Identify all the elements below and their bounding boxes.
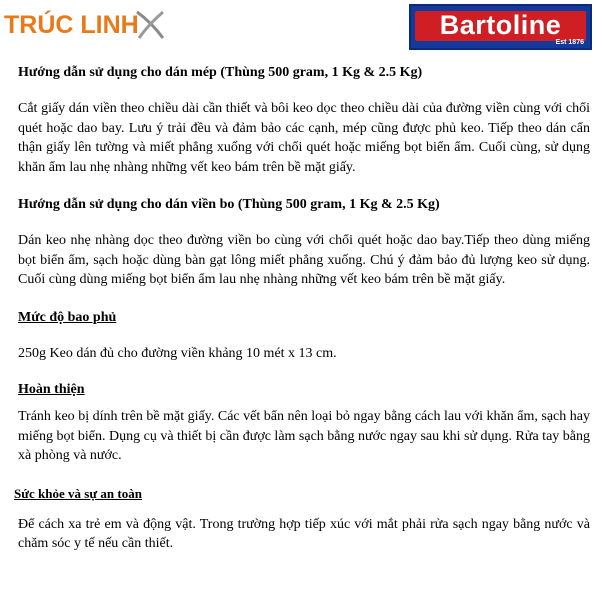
section-heading-health-safety: Sức khỏe và sự an toàn bbox=[14, 485, 142, 501]
section-body-border-application: Dán keo nhẹ nhàng dọc theo đường viền bo cùng với chổi quét hoặc dao bay.Tiếp theo dùng miếng bọt biển ẩm, sạch hoặc dùng bàn gạt lông miết phẳng xuống. Chú ý đảm bảo đủ lượng keo sử dụng. Cuối cùng dùng miếng bọt biển ẩm lau nhẹ nhàng những vết keo bám trên bề mặt giấy. bbox=[18, 233, 590, 287]
bartoline-logo bbox=[409, 4, 592, 50]
bartoline-est-text: Est 1876 bbox=[555, 39, 584, 46]
bartoline-logo-text: Bartoline bbox=[439, 10, 562, 40]
section-body-health-safety: Để cách xa trẻ em và động vật. Trong trường hợp tiếp xúc với mắt phải rửa sạch ngay bằng nước và chăm sóc y tế nếu cần thiết. bbox=[18, 516, 590, 551]
page-header bbox=[0, 0, 604, 58]
section-heading-edge-application: Hướng dẫn sử dụng cho dán mép (Thùng 500 gram, 1 Kg & 2.5 Kg) bbox=[18, 65, 423, 80]
truc-linh-logo bbox=[4, 8, 167, 42]
section-heading-finishing: Hoàn thiện bbox=[18, 382, 85, 397]
truc-linh-logo-text: TRÚC LINH bbox=[4, 10, 139, 39]
instructions-document bbox=[14, 64, 590, 554]
section-heading-border-application: Hướng dẫn sử dụng cho dán viền bo (Thùng 500 gram, 1 Kg & 2.5 Kg) bbox=[18, 197, 440, 212]
section-body-finishing: Tránh keo bị dính trên bề mặt giấy. Các vết bẩn nên loại bỏ ngay bằng cách lau với khăn ẩm, sạch hay miếng bọt biển. Dụng cụ và thiết bị cần được làm sạch bằng nước ngay sau khi sử dụng. Rửa tay bằng xà phòng và nước. bbox=[18, 409, 590, 463]
section-body-edge-application: Cắt giấy dán viền theo chiều dài cần thiết và bôi keo dọc theo chiều dài của đường viền cùng với chổi quét hoặc dao bay. Lưu ý trải đều và đảm bảo các cạnh, mép cũng được phủ keo. Tiếp theo dán cẩn thận giấy lên tường và miết phẳng xuống với chổi quét hoặc miếng bọt biển ẩm. Cuối cùng, sử dụng khăn ẩm lau nhẹ nhàng những vết keo bám trên bề mặt giấy. bbox=[18, 101, 590, 175]
swoosh-x-icon bbox=[133, 8, 167, 42]
section-heading-coverage: Mức độ bao phủ bbox=[18, 309, 117, 325]
section-body-coverage: 250g Keo dán đủ cho đường viền khảng 10 mét x 13 cm. bbox=[18, 345, 337, 361]
